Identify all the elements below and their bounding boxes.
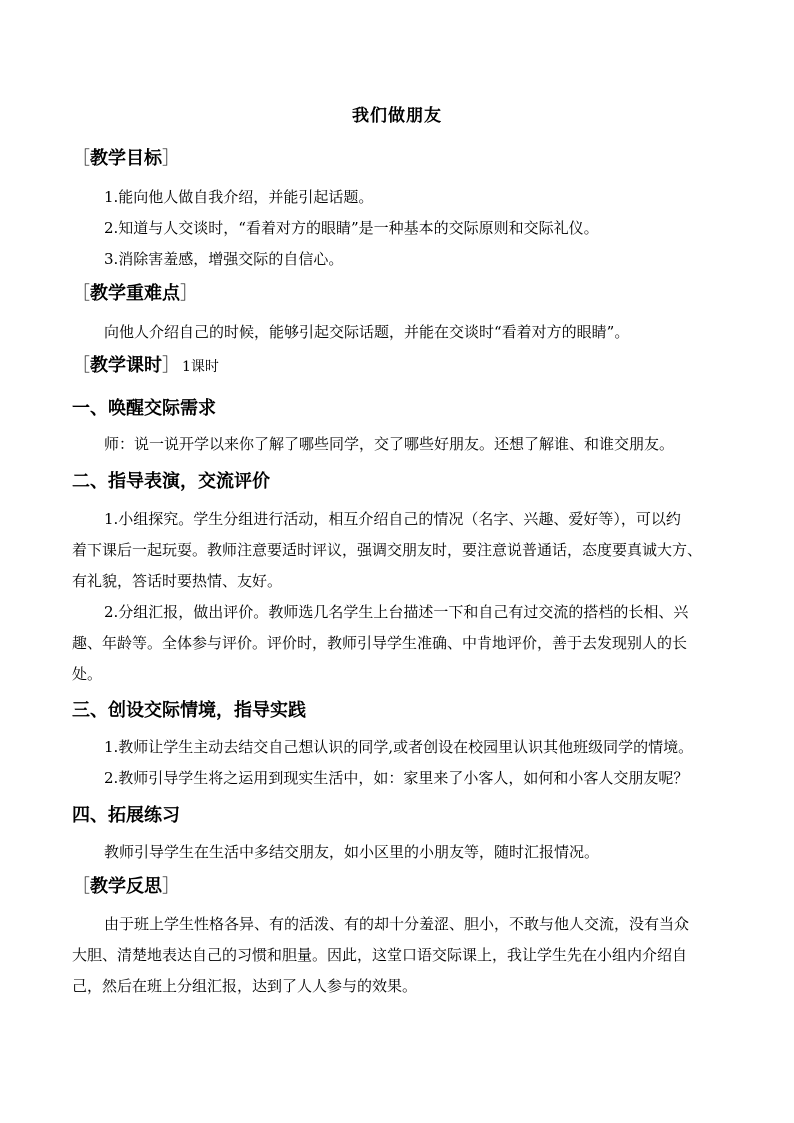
section-heading-part2: 二、指导表演，交流评价 [72, 471, 270, 492]
part4-text: 教师引导学生在生活中多结交朋友，如小区里的小朋友等，随时汇报情况。 [104, 843, 600, 861]
section-heading-reflection [72, 874, 180, 900]
part3-item: 2.教师引导学生将之运用到现实生活中，如：家里来了小客人，如何和小客人交朋友呢？ [104, 769, 689, 787]
key-points-text: 向他人介绍自己的时候，能够引起交际话题，并能在交谈时“看着对方的眼睛”。 [104, 323, 630, 341]
objective-item: 2.知道与人交谈时，“看着对方的眼睛”是一种基本的交际原则和交际礼仪。 [104, 219, 599, 237]
right-bracket: ］ [162, 876, 180, 897]
part2-paragraph2-line: 2.分组汇报，做出评价。教师选几名学生上台描述一下和自己有过交流的搭档的长相、兴 [104, 603, 689, 621]
class-hours-heading-label: 教学课时 [90, 355, 162, 376]
objective-item: 3.消除害羞感，增强交际的自信心。 [104, 250, 344, 268]
section-heading-objectives [72, 146, 180, 172]
part2-paragraph1-line: 1.小组探究。学生分组进行活动，相互介绍自己的情况（名字、兴趣、爱好等），可以约 [104, 510, 681, 528]
left-bracket: ［ [72, 148, 90, 169]
section-heading-part4: 四、拓展练习 [72, 805, 180, 826]
part3-item: 1.教师让学生主动去结交自己想认识的同学,或者创设在校园里认识其他班级同学的情境。 [104, 738, 694, 756]
right-bracket: ］ [162, 355, 180, 376]
part2-paragraph2-line: 处。 [72, 665, 103, 683]
section-heading-key-points [72, 281, 198, 307]
reflection-line: 己，然后在班上分组汇报，达到了人人参与的效果。 [72, 977, 418, 995]
part1-text: 师：说一说开学以来你了解了哪些同学，交了哪些好朋友。还想了解谁、和谁交朋友。 [104, 435, 675, 453]
key-points-heading-label: 教学重难点 [90, 283, 180, 304]
part2-paragraph1-line: 着下课后一起玩耍。教师注意要适时评议，强调交朋友时，要注意说普通话，态度要真诚大方、 [72, 541, 703, 559]
right-bracket: ］ [162, 148, 180, 169]
left-bracket: ［ [72, 283, 90, 304]
reflection-line: 大胆、清楚地表达自己的习惯和胆量。因此，这堂口语交际课上，我让学生先在小组内介绍自 [72, 946, 688, 964]
section-heading-part1: 一、唤醒交际需求 [72, 398, 216, 419]
reflection-line: 由于班上学生性格各异、有的活泼、有的却十分羞涩、胆小，不敢与他人交流，没有当众 [104, 915, 690, 933]
objectives-heading-label: 教学目标 [90, 148, 162, 169]
class-hours-value: 1课时 [182, 359, 219, 375]
left-bracket: ［ [72, 876, 90, 897]
right-bracket: ］ [180, 283, 198, 304]
reflection-heading-label: 教学反思 [90, 876, 162, 897]
left-bracket: ［ [72, 355, 90, 376]
part2-paragraph2-line: 趣、年龄等。全体参与评价。评价时，教师引导学生准确、中肯地评价，善于去发现别人的长 [72, 634, 688, 652]
section-heading-part3: 三、创设交际情境，指导实践 [72, 700, 306, 721]
objective-item: 1.能向他人做自我介绍，并能引起话题。 [104, 188, 374, 206]
page-title: 我们做朋友 [352, 106, 442, 126]
section-heading-class-hours [72, 353, 219, 380]
part2-paragraph1-line: 有礼貌，答话时要热情、友好。 [72, 572, 283, 590]
